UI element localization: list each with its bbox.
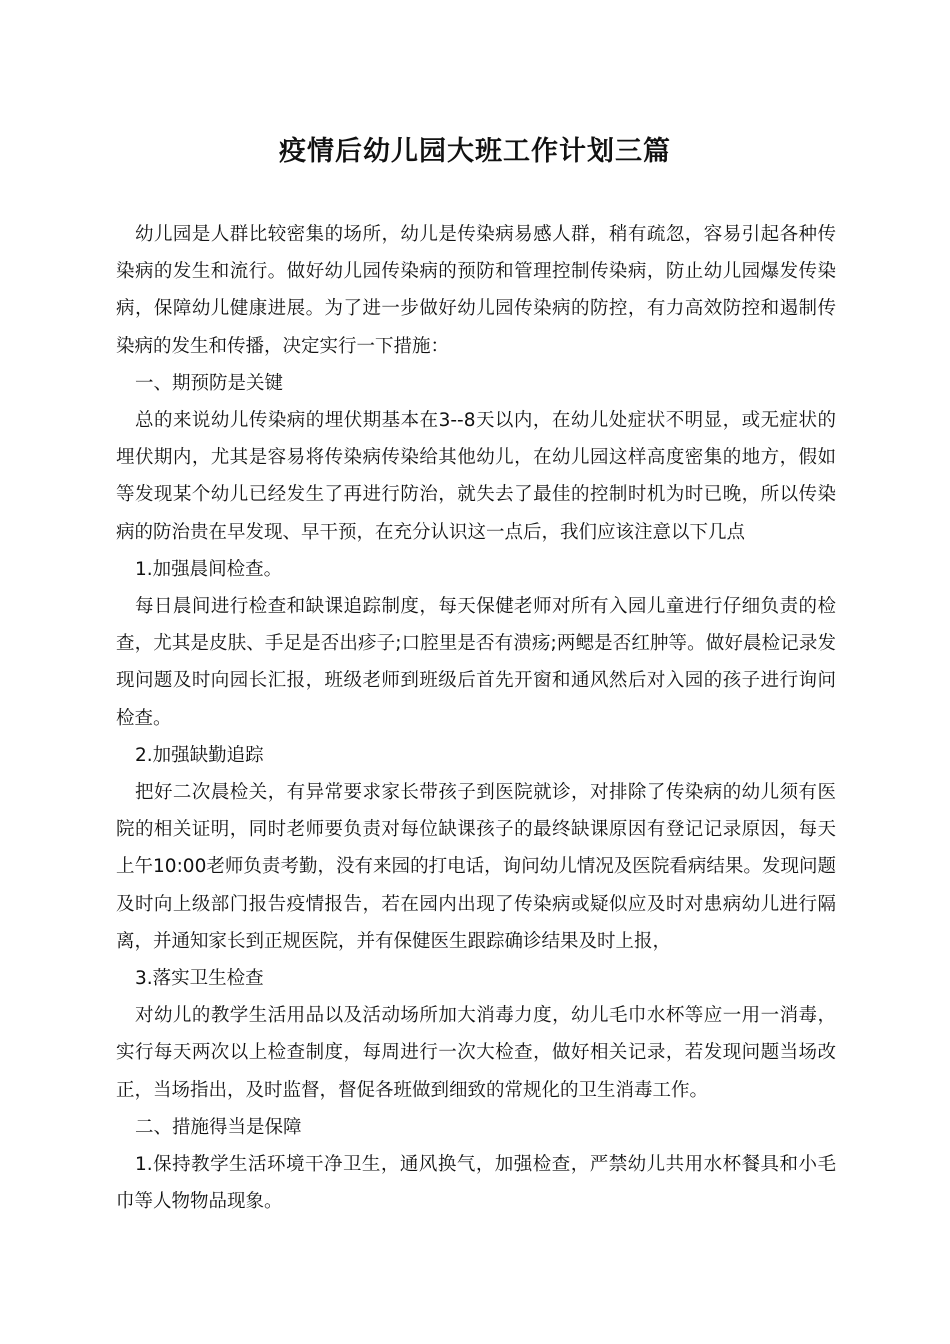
subheading-morning-check: 1.加强晨间检查。 xyxy=(135,558,283,580)
document-title: 疫情后幼儿园大班工作计划三篇 xyxy=(279,136,671,167)
paragraph-incubation: 总的来说幼儿传染病的埋伏期基本在3--8天以内，在幼儿处症状不明显，或无症状的埋伏期内，尤其是容易将传染病传染给其他幼儿，在幼儿园这样高度密集的地方，假如等发现某个幼儿已经发生了再进行防治，就失去了最佳的控制时机为时已晚，所以传染病的防治贵在早发现、早干预，在充分认识这一点后，我们应该注意以下几点 xyxy=(116,410,836,543)
paragraph-morning-check: 每日晨间进行检查和缺课追踪制度，每天保健老师对所有入园儿童进行仔细负责的检查，尤其是皮肤、手足是否出疹子;口腔里是否有溃疡;两鳃是否红肿等。做好晨检记录发现问题及时向园长汇报，班级老师到班级后首先开窗和通风然后对入园的孩子进行询问检查。 xyxy=(116,596,836,729)
paragraph-hygiene-check: 对幼儿的教学生活用品以及活动场所加大消毒力度，幼儿毛巾水杯等应一用一消毒，实行每天两次以上检查制度，每周进行一次大检查，做好相关记录，若发现问题当场改正，当场指出，及时监督，督促各班做到细致的常规化的卫生消毒工作。 xyxy=(116,1005,836,1101)
subheading-hygiene-check: 3.落实卫生检查 xyxy=(135,968,264,990)
document-body xyxy=(116,216,836,1220)
section-heading-2: 二、措施得当是保障 xyxy=(135,1116,302,1138)
subheading-absence-tracking: 2.加强缺勤追踪 xyxy=(135,744,264,766)
section-heading-1: 一、期预防是关键 xyxy=(135,372,284,394)
paragraph-environment: 1.保持教学生活环境干净卫生，通风换气，加强检查，严禁幼儿共用水杯餐具和小毛巾等人物物品现象。 xyxy=(116,1154,836,1213)
paragraph-absence-tracking: 把好二次晨检关，有异常要求家长带孩子到医院就诊，对排除了传染病的幼儿须有医院的相关证明，同时老师要负责对每位缺课孩子的最终缺课原因有登记记录原因，每天上午10:00老师负责考勤，没有来园的打电话，询问幼儿情况及医院看病结果。发现问题及时向上级部门报告疫情报告，若在园内出现了传染病或疑似应及时对患病幼儿进行隔离，并通知家长到正规医院，并有保健医生跟踪确诊结果及时上报， xyxy=(116,782,836,952)
paragraph-intro: 幼儿园是人群比较密集的场所，幼儿是传染病易感人群，稍有疏忽，容易引起各种传染病的发生和流行。做好幼儿园传染病的预防和管理控制传染病，防止幼儿园爆发传染病，保障幼儿健康进展。为了进一步做好幼儿园传染病的防控，有力高效防控和遏制传染病的发生和传播，决定实行一下措施： xyxy=(116,224,836,357)
